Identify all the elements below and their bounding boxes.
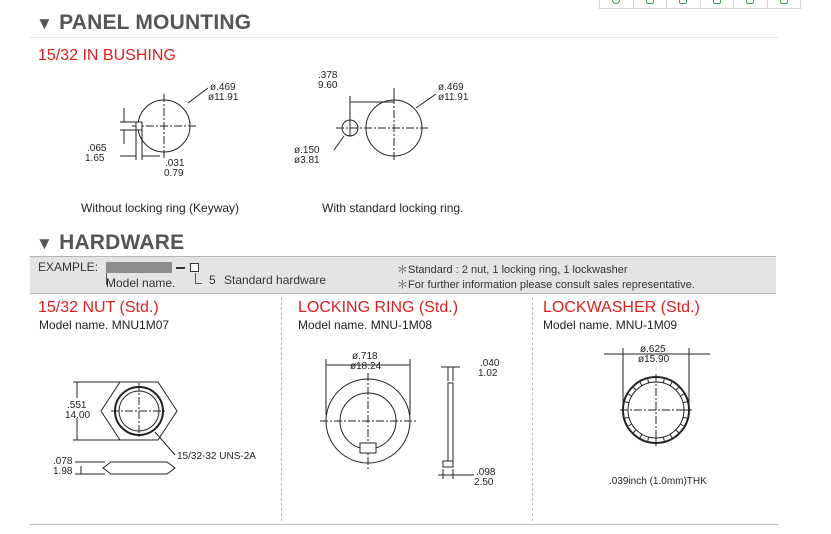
print-icon [713, 0, 721, 4]
toolbar-button-6[interactable] [768, 0, 801, 8]
fig1-dia-mm: ø11.91 [208, 92, 239, 103]
washer-thickness: .039inch (1.0mm)THK [609, 476, 707, 487]
fig2-pin-in: ø.150 [294, 145, 320, 156]
nut-drawing [45, 370, 275, 490]
ring-d-in: ø.718 [352, 351, 378, 362]
ring-t-in: .040 [480, 358, 500, 369]
washer-title: LOCKWASHER (Std.) [543, 299, 700, 316]
column-divider [532, 297, 533, 521]
dash-separator [176, 267, 185, 269]
note-standard: ＊Standard : 2 nut, 1 locking ring, 1 lockwasher [397, 264, 628, 276]
washer-tooth [670, 434, 672, 437]
model-name-label: Model name. [106, 276, 176, 290]
panel-mounting-heading [36, 11, 251, 35]
ring-model: Model name. MNU-1M08 [298, 318, 433, 332]
hardware-heading [36, 231, 184, 255]
washer-tooth [683, 417, 687, 418]
toolbar [599, 0, 801, 9]
option-text: Standard hardware [224, 273, 327, 287]
washer-tooth [676, 387, 679, 390]
search-icon [612, 0, 620, 4]
fig2-caption: With standard locking ring. [322, 201, 464, 215]
locking-ring-drawing [290, 66, 490, 176]
nut-h-in: .551 [67, 400, 87, 411]
example-label: EXAMPLE: [38, 260, 99, 274]
note-consult: ＊For further information please consult sales representative. [397, 279, 695, 291]
nut-t-mm: 1.98 [53, 466, 73, 477]
washer-tooth [670, 382, 672, 385]
washer-d-in: ø.625 [640, 344, 666, 355]
toolbar-button-5[interactable] [734, 0, 768, 8]
fig1-caption: Without locking ring (Keyway) [81, 201, 240, 215]
fig1-keyh-in: .065 [87, 143, 107, 154]
nut-thread: 15/32-32 UNS-2A [177, 451, 256, 462]
fig1-keyw-mm: 0.79 [164, 168, 184, 179]
option-number: 5 [209, 273, 216, 287]
washer-tooth [633, 387, 636, 390]
fig2-off-in: .378 [318, 70, 338, 81]
triangle-down-icon: ▼ [36, 14, 54, 33]
nut-title: 15/32 NUT (Std.) [38, 299, 159, 316]
ring-t-mm: 1.02 [478, 368, 498, 379]
keyway-drawing [70, 70, 270, 190]
fig1-keyw-in: .031 [165, 158, 185, 169]
share-icon [780, 0, 788, 4]
washer-tooth [633, 430, 636, 433]
nut-h-mm: 14.00 [65, 410, 91, 421]
option-box [190, 263, 199, 272]
washer-d-mm: ø15.90 [638, 354, 670, 365]
fig1-keyh-mm: 1.65 [85, 153, 105, 164]
washer-tooth [663, 437, 664, 441]
toolbar-button-2[interactable] [634, 0, 668, 8]
fig1-dia-in: ø.469 [210, 82, 236, 93]
nut-side-view [103, 462, 175, 474]
fig2-dia-mm: ø11.91 [438, 92, 469, 103]
washer-tooth [640, 382, 642, 385]
nut-t-in: .078 [53, 456, 73, 467]
washer-tooth [628, 424, 631, 426]
option-bracket-line [195, 273, 202, 284]
washer-tooth [676, 430, 679, 433]
keyway-notch [136, 122, 142, 130]
fig2-dia-in: ø.469 [438, 82, 464, 93]
washer-tooth [680, 424, 683, 426]
washer-tooth [640, 434, 642, 437]
column-divider [281, 297, 282, 521]
expand-icon [679, 0, 687, 4]
example-bar [30, 256, 776, 294]
ring-tab-in: .098 [476, 467, 496, 478]
ring-side-view [448, 383, 453, 461]
hardware-title: HARDWARE [59, 231, 185, 254]
save-icon [746, 0, 754, 4]
ring-tab-side [443, 461, 453, 467]
triangle-down-icon: ▼ [36, 234, 54, 253]
ring-title: LOCKING RING (Std.) [298, 299, 459, 316]
section-divider [30, 37, 778, 38]
nut-model: Model name. MNU1M07 [39, 318, 170, 332]
bottom-divider [30, 524, 778, 525]
washer-tooth [663, 379, 664, 383]
panel-mounting-title: PANEL MOUNTING [59, 11, 252, 34]
toolbar-button-1[interactable] [600, 0, 634, 8]
washer-drawing [590, 340, 740, 460]
ring-tab-mm: 2.50 [474, 477, 494, 488]
bushing-subheading: 15/32 IN BUSHING [38, 47, 176, 64]
washer-model: Model name. MNU-1M09 [543, 318, 678, 332]
washer-tooth [680, 394, 683, 396]
model-code-placeholder [106, 262, 172, 273]
washer-tooth [648, 379, 649, 383]
washer-tooth [625, 417, 629, 418]
toolbar-button-3[interactable] [667, 0, 701, 8]
washer-tooth [648, 437, 649, 441]
fig2-pin-mm: ø3.81 [294, 155, 320, 166]
download-icon [646, 0, 654, 4]
ring-tab [360, 443, 376, 453]
washer-tooth [628, 394, 631, 396]
ring-d-mm: ø18.24 [350, 361, 382, 372]
toolbar-button-4[interactable] [701, 0, 735, 8]
washer-tooth [625, 402, 629, 403]
washer-tooth [683, 402, 687, 403]
fig2-off-mm: 9.60 [318, 80, 338, 91]
ring-drawing [300, 345, 530, 495]
